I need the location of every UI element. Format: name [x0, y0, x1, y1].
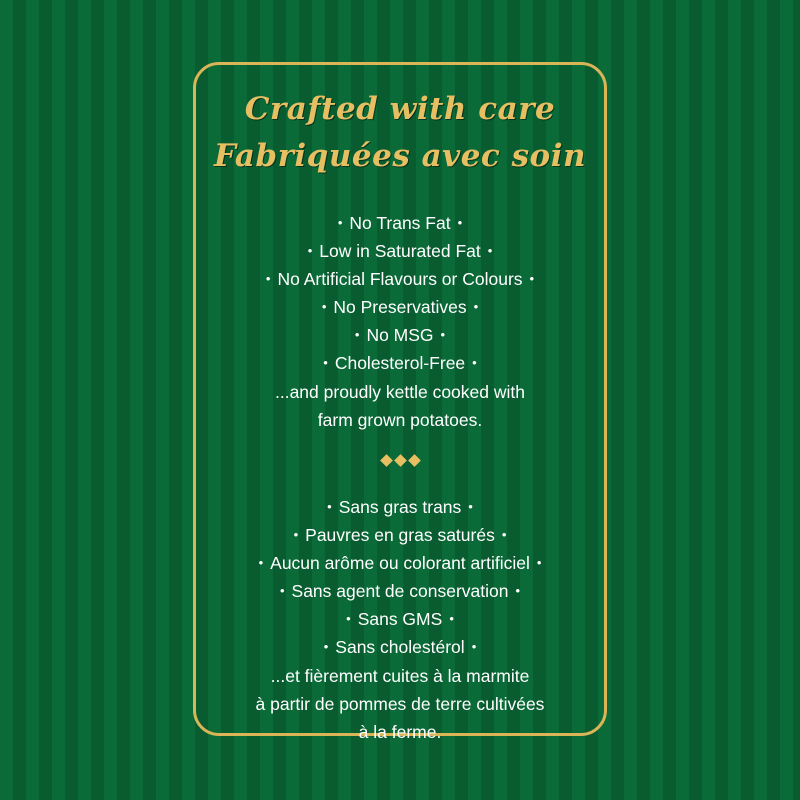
claim-text: Sans cholestérol	[335, 636, 465, 657]
list-item	[214, 549, 586, 577]
english-claims-list	[214, 209, 586, 377]
bullet-icon: •	[323, 638, 329, 654]
list-item	[214, 577, 586, 605]
list-item	[214, 605, 586, 633]
bullet-icon: •	[323, 354, 328, 370]
claim-text: Cholesterol-Free	[334, 352, 466, 373]
diamond-icon	[380, 455, 393, 468]
bullet-icon: •	[468, 498, 473, 514]
diamond-icon	[408, 455, 421, 468]
list-item	[214, 265, 586, 293]
french-closing-line-2: à partir de pommes de terre cultivées	[255, 693, 545, 714]
bullet-icon: •	[472, 354, 477, 370]
french-closing-line-3: à la ferme.	[358, 721, 442, 742]
bullet-icon: •	[449, 610, 454, 626]
bullet-icon: •	[529, 270, 535, 286]
claim-text: Low in Saturated Fat	[319, 240, 481, 261]
bullet-icon: •	[293, 526, 299, 542]
bullet-icon: •	[501, 526, 507, 542]
list-item	[214, 493, 586, 521]
gold-diamond-divider-icon	[214, 453, 586, 469]
frame-content	[196, 65, 604, 742]
bullet-icon: •	[346, 610, 351, 626]
bullet-icon: •	[321, 298, 327, 314]
claim-text: Sans gras trans	[338, 496, 462, 517]
bullet-icon: •	[265, 270, 271, 286]
bullet-icon: •	[337, 214, 343, 230]
list-item	[214, 293, 586, 321]
claim-text: Sans GMS	[357, 608, 443, 629]
bullet-icon: •	[457, 214, 463, 230]
claim-text: Pauvres en gras saturés	[305, 524, 495, 545]
claim-text: No Preservatives	[333, 296, 467, 317]
claim-text: Aucun arôme ou colorant artificiel	[270, 552, 530, 573]
heading-english: Crafted with care	[244, 91, 556, 127]
bullet-icon: •	[471, 638, 477, 654]
list-item	[214, 237, 586, 265]
bullet-icon: •	[307, 242, 313, 258]
bullet-icon: •	[258, 554, 264, 570]
bullet-icon: •	[473, 298, 479, 314]
diamond-icon	[394, 455, 407, 468]
french-claims-list	[214, 493, 586, 661]
bullet-icon: •	[327, 498, 332, 514]
gold-border-frame	[193, 62, 607, 742]
claim-text: No Trans Fat	[349, 212, 451, 233]
list-item	[214, 321, 586, 349]
list-item	[214, 633, 586, 661]
english-closing-line-2: farm grown potatoes.	[317, 409, 483, 430]
bullet-icon: •	[279, 582, 285, 598]
claim-text: Sans agent de conservation	[291, 580, 509, 601]
bullet-icon: •	[354, 326, 360, 342]
bullet-icon: •	[487, 242, 493, 258]
heading-french: Fabriquées avec soin	[214, 137, 587, 174]
claim-text: No Artificial Flavours or Colours	[277, 268, 523, 289]
list-item	[214, 521, 586, 549]
list-item	[214, 349, 586, 377]
english-closing-line-1: ...and proudly kettle cooked with	[274, 381, 525, 402]
bullet-icon: •	[536, 554, 542, 570]
list-item	[214, 209, 586, 237]
french-closing-line-1: ...et fièrement cuites à la marmite	[270, 665, 530, 686]
claim-text: No MSG	[366, 324, 434, 345]
bullet-icon: •	[515, 582, 521, 598]
bullet-icon: •	[440, 326, 446, 342]
